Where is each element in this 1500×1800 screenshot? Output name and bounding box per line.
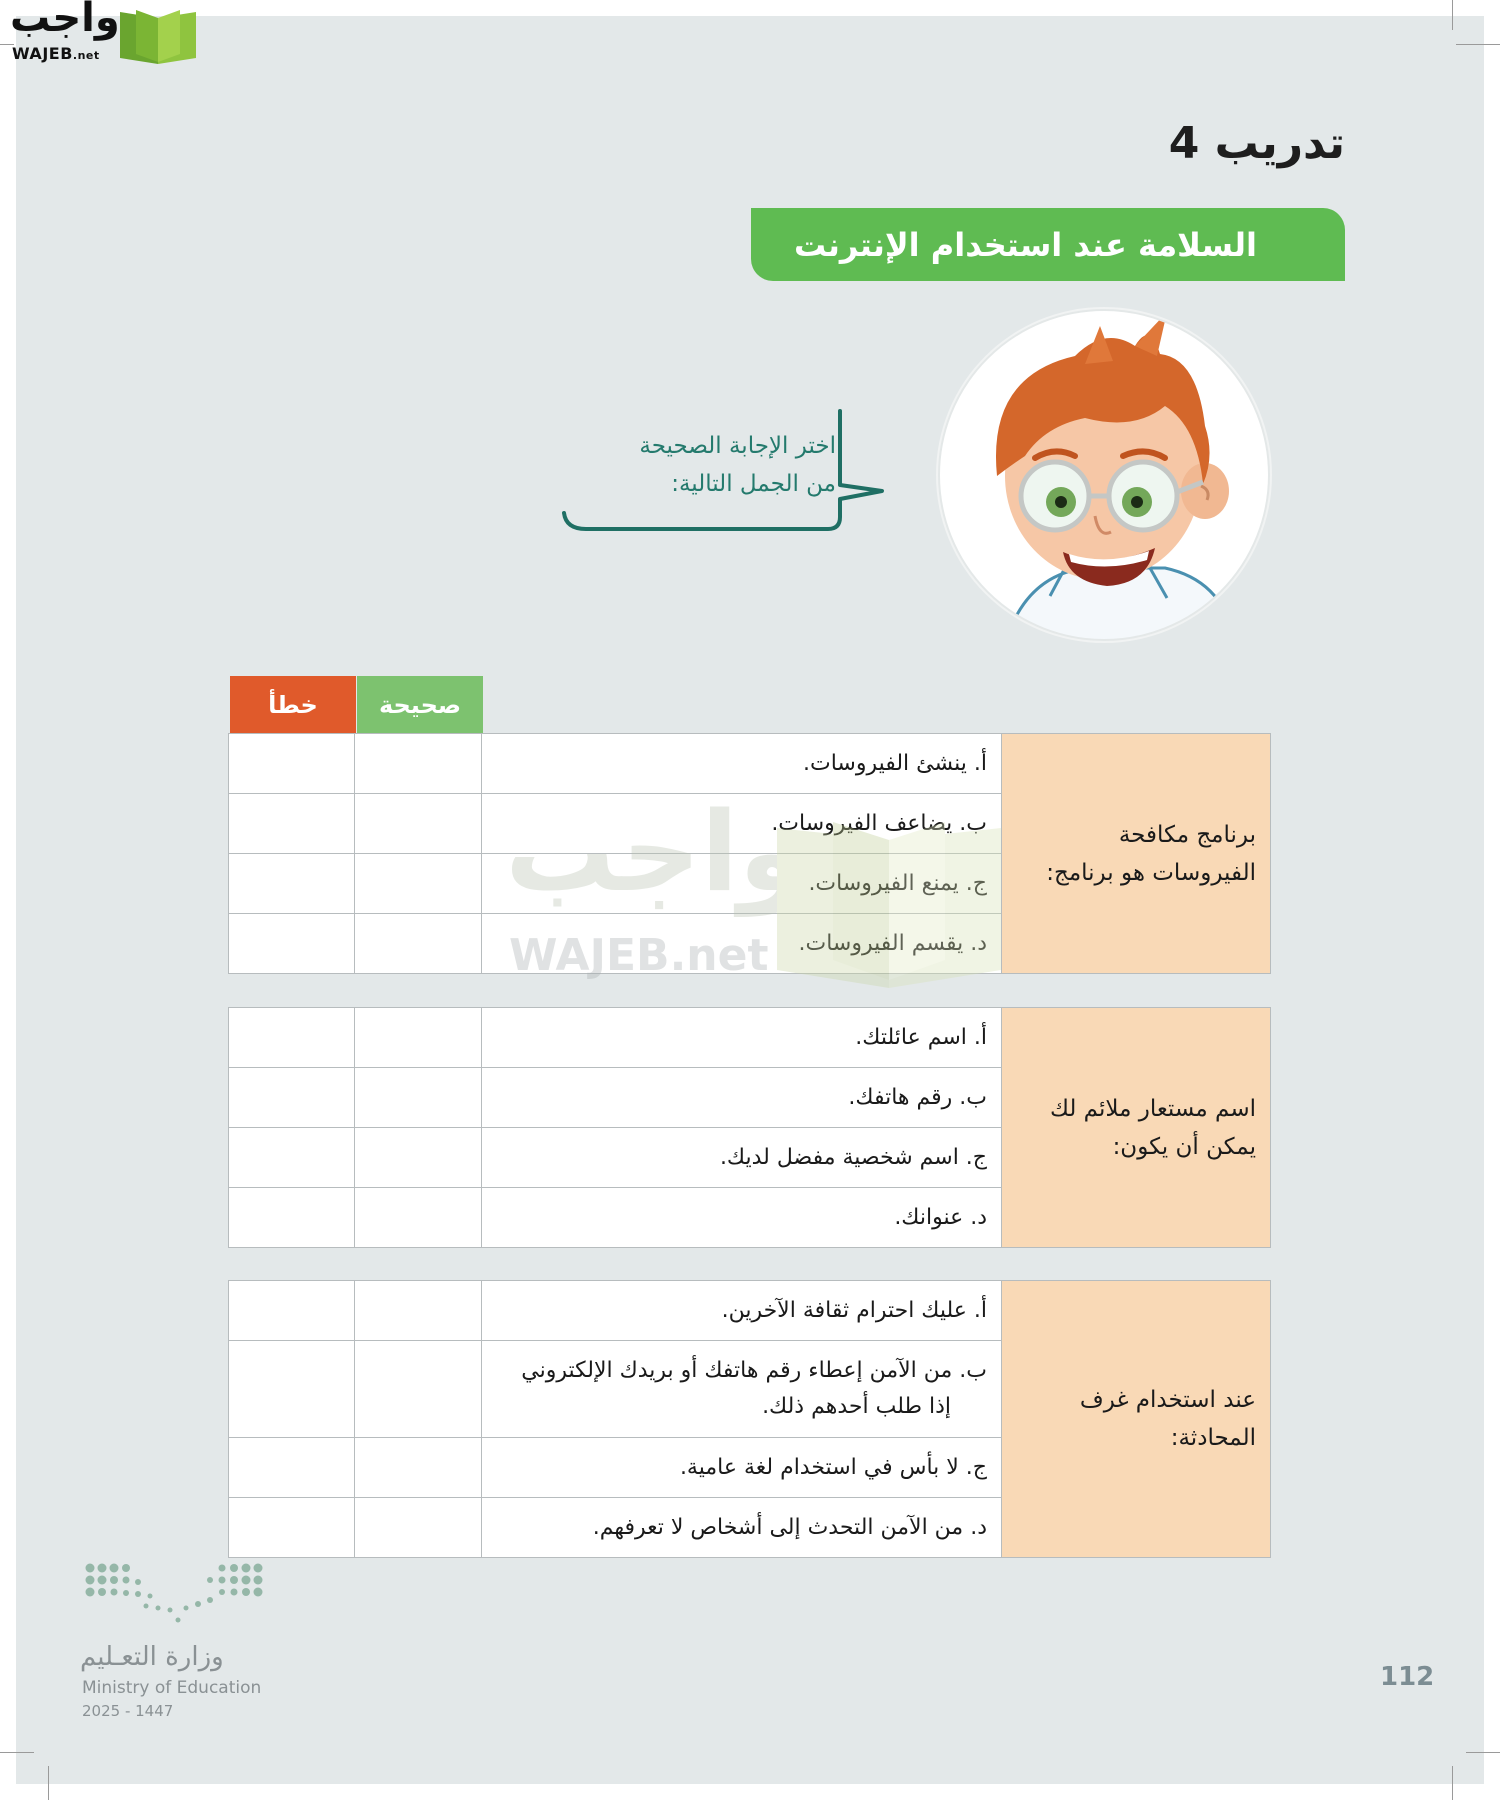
bubble-text xyxy=(576,427,836,503)
column-header-true xyxy=(357,676,483,733)
ministry-dots-icon xyxy=(84,1560,274,1630)
page-title: تدريب 4 xyxy=(1168,118,1345,169)
option-text-line-1: ب. من الآمن إعطاء رقم هاتفك أو بريدك الإلكتروني xyxy=(521,1358,987,1383)
speech-bubble xyxy=(558,405,888,535)
question-group-2 xyxy=(228,1007,1271,1248)
answer-true-cell[interactable] xyxy=(355,1498,482,1558)
topic-line-1: عند استخدام غرف xyxy=(1079,1387,1256,1413)
option-text: أ. اسم عائلتك. xyxy=(482,1008,1002,1068)
answer-true-cell[interactable] xyxy=(355,854,482,914)
ministry-name-english: Ministry of Education xyxy=(82,1678,262,1698)
watermark-english: WAJEB.net xyxy=(509,930,769,981)
ministry-name-arabic: وزارة التعـليم xyxy=(80,1642,224,1672)
answer-false-cell[interactable] xyxy=(229,1068,355,1128)
answer-false-cell[interactable] xyxy=(229,1438,355,1498)
option-text: ج. يمنع الفيروسات. xyxy=(482,854,1002,914)
watermark-arabic: واجب xyxy=(505,788,807,916)
option-text: د. من الآمن التحدث إلى أشخاص لا تعرفهم. xyxy=(482,1498,1002,1558)
answer-false-cell[interactable] xyxy=(229,1128,355,1188)
option-text: ج. لا بأس في استخدام لغة عامية. xyxy=(482,1438,1002,1498)
answer-true-cell[interactable] xyxy=(355,734,482,794)
topic-line-2: يمكن أن يكون: xyxy=(1112,1133,1256,1160)
book-icon xyxy=(118,8,198,66)
column-header-false xyxy=(230,676,356,733)
topic-line-1: اسم مستعار ملائم لك xyxy=(1049,1095,1256,1122)
crop-mark xyxy=(48,1766,49,1800)
ministry-logo xyxy=(80,1560,280,1730)
wajeb-logo[interactable] xyxy=(10,0,190,68)
answer-true-cell[interactable] xyxy=(355,1281,482,1341)
answer-true-cell[interactable] xyxy=(355,914,482,974)
crop-mark xyxy=(1452,0,1453,30)
banner-text: السلامة عند استخدام الإنترنت xyxy=(793,225,1257,264)
option-text: أ. عليك احترام ثقافة الآخرين. xyxy=(482,1281,1002,1341)
topic-line-2: الفيروسات هو برنامج: xyxy=(1046,859,1256,886)
column-header-false-label: خطأ xyxy=(268,690,318,719)
answer-false-cell[interactable] xyxy=(229,734,355,794)
academic-year: 2025 - 1447 xyxy=(82,1702,174,1720)
topic-line-2: المحادثة: xyxy=(1170,1425,1256,1451)
answer-true-cell[interactable] xyxy=(355,1128,482,1188)
section-banner xyxy=(751,208,1345,281)
crop-mark xyxy=(1466,1752,1500,1753)
answer-true-cell[interactable] xyxy=(355,1068,482,1128)
option-text: أ. ينشئ الفيروسات. xyxy=(482,734,1002,794)
answer-true-cell[interactable] xyxy=(355,1188,482,1248)
answer-false-cell[interactable] xyxy=(229,1008,355,1068)
answer-false-cell[interactable] xyxy=(229,914,355,974)
crop-mark xyxy=(0,1752,34,1753)
option-text: د. يقسم الفيروسات. xyxy=(482,914,1002,974)
answer-true-cell[interactable] xyxy=(355,1008,482,1068)
question-group-3 xyxy=(228,1280,1271,1558)
question-topic xyxy=(1002,1008,1271,1248)
question-topic xyxy=(1002,1281,1271,1558)
boy-avatar-illustration xyxy=(935,306,1273,644)
option-text: ج. اسم شخصية مفضل لديك. xyxy=(482,1128,1002,1188)
answer-false-cell[interactable] xyxy=(229,1341,355,1438)
answer-true-cell[interactable] xyxy=(355,794,482,854)
answer-false-cell[interactable] xyxy=(229,794,355,854)
answer-false-cell[interactable] xyxy=(229,854,355,914)
logo-english: WAJEB.net xyxy=(12,44,100,63)
option-text xyxy=(482,1341,1002,1438)
answer-true-cell[interactable] xyxy=(355,1341,482,1438)
bubble-line-2: من الجمل التالية: xyxy=(671,471,836,497)
bubble-line-1: اختر الإجابة الصحيحة xyxy=(639,433,836,459)
logo-arabic: واجب xyxy=(10,0,120,41)
question-group-1 xyxy=(228,733,1271,974)
answer-false-cell[interactable] xyxy=(229,1188,355,1248)
question-topic xyxy=(1002,734,1271,974)
option-text-line-2: إذا طلب أحدهم ذلك. xyxy=(762,1394,951,1419)
answer-false-cell[interactable] xyxy=(229,1498,355,1558)
column-header-true-label: صحيحة xyxy=(378,690,462,719)
option-text: ب. رقم هاتفك. xyxy=(482,1068,1002,1128)
answer-true-cell[interactable] xyxy=(355,1438,482,1498)
answer-false-cell[interactable] xyxy=(229,1281,355,1341)
option-text: ب. يضاعف الفيروسات. xyxy=(482,794,1002,854)
crop-mark xyxy=(1456,44,1500,45)
crop-mark xyxy=(1452,1766,1453,1800)
topic-line-1: برنامج مكافحة xyxy=(1118,821,1256,848)
page-number: 112 xyxy=(1380,1662,1435,1692)
option-text: د. عنوانك. xyxy=(482,1188,1002,1248)
